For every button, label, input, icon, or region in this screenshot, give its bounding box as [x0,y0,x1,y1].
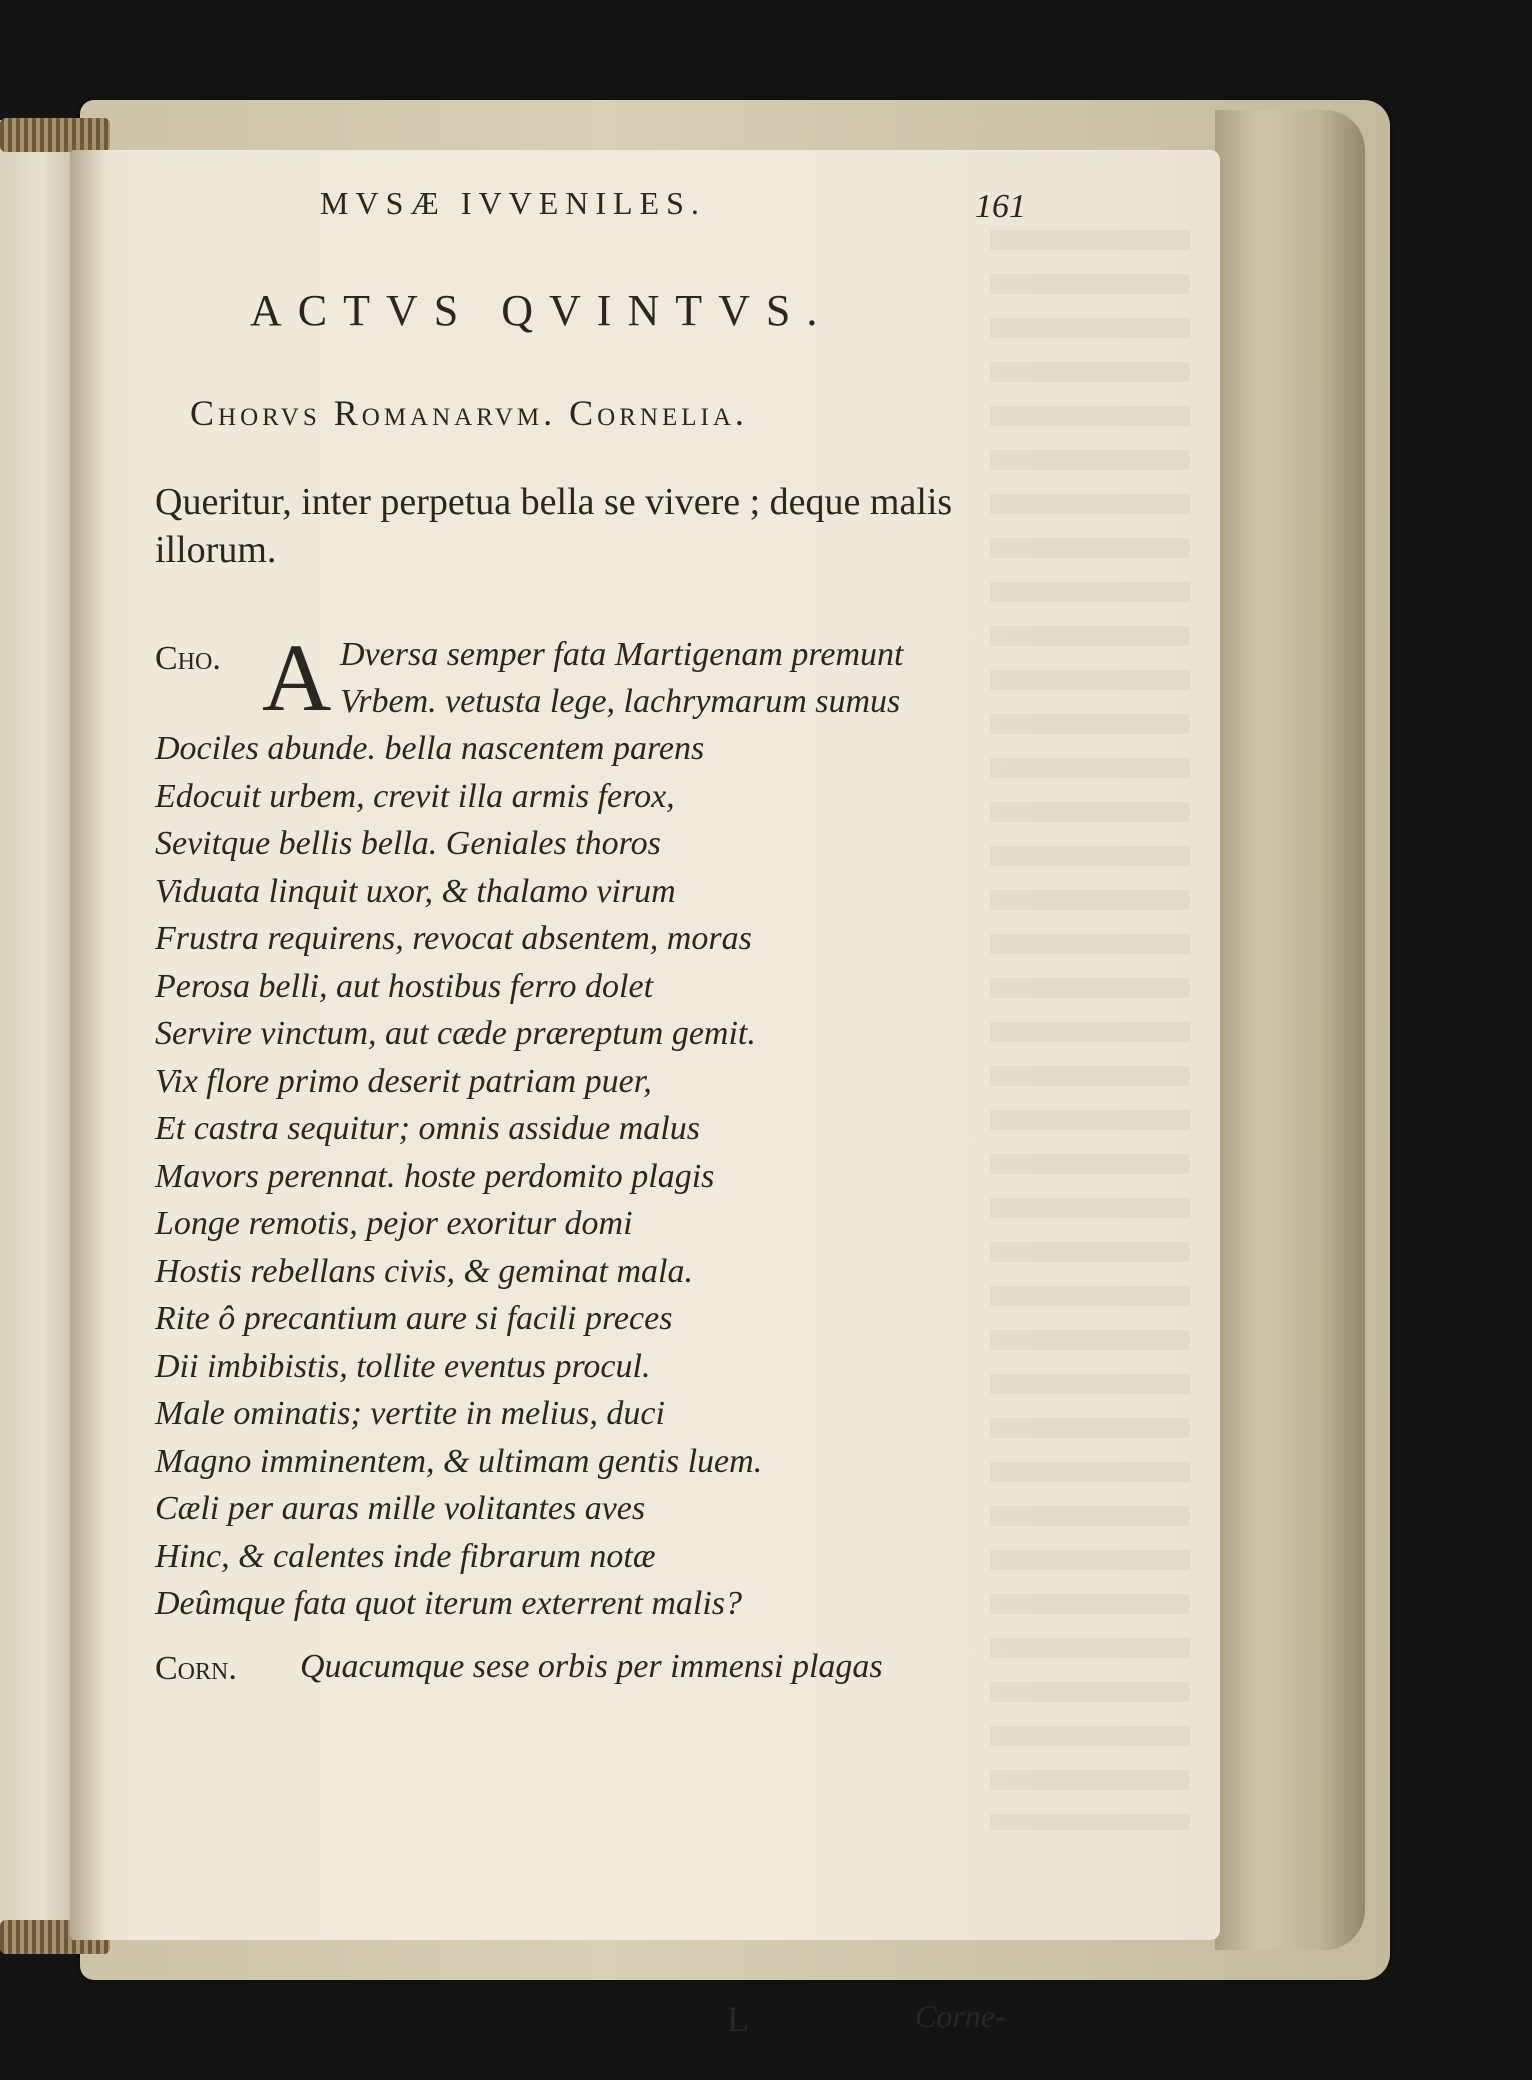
verse-line: Deûmque fata quot iterum exterrent malis? [155,1585,743,1622]
vellum-fore-edge [1215,110,1365,1950]
gutter-shadow [70,150,106,1940]
drop-capital: A [262,624,332,731]
verse-line: Viduata linquit uxor, & thalamo virum [155,872,676,910]
show-through-texture [990,230,1190,1830]
verse-line: Et castra sequitur; omnis assidue malus [155,1110,700,1147]
verse-line: Edocuit urbem, crevit illa armis ferox, [155,777,675,815]
left-page [0,150,72,1940]
running-head: MVSÆ IVVENILES. [320,185,706,221]
verse-line: Dii imbibistis, tollite eventus procul. [155,1347,651,1385]
verse-line: Sevitque bellis bella. Geniales thoros [155,825,661,862]
verse-line: Servire vinctum, aut cæde præreptum gemit. [155,1015,756,1052]
verse-line: Magno imminentem, & ultimam gentis luem. [155,1442,763,1480]
signature-mark: L [727,1999,749,2039]
speaker-cornelia: Corn. [155,1650,237,1687]
verse-line: Vix flore primo deserit patriam puer, [155,1062,652,1100]
act-title: ACTVS QVINTVS. [250,286,834,335]
speakers-line: Chorvs Romanarvm. Cornelia. [190,393,748,433]
verse-line: Longe remotis, pejor exoritur domi [155,1205,633,1242]
verse-line: Frustra requirens, revocat absentem, moras [155,920,752,957]
verse-line: Dociles abunde. bella nascentem parens [155,730,705,767]
headband-top [0,118,110,152]
verse-line: Dversa semper fata Martigenam premunt [340,636,904,673]
verse-line: Quacumque sese orbis per immensi plagas [300,1648,883,1685]
verse-line: Perosa belli, aut hostibus ferro dolet [155,967,654,1005]
verse-line: Hinc, & calentes inde fibrarum notæ [155,1537,656,1575]
verse-line: Rite ô precantium aure si facili preces [155,1300,673,1337]
verse-line: Hostis rebellans civis, & geminat mala. [155,1252,693,1290]
verse-line: Cæli per auras mille volitantes aves [155,1490,646,1527]
verse-line: Male ominatis; vertite in melius, duci [155,1395,665,1432]
page-number: 161 [975,188,1026,225]
verse-line: Vrbem. vetusta lege, lachrymarum sumus [340,683,901,720]
catchword: Corne- [915,1998,1006,2034]
speaker-chorus: Cho. [155,640,221,677]
argument: Queritur, inter perpetua bella se vivere ; deque malis illorum. [155,481,953,571]
verse-line: Mavors perennat. hoste perdomito plagis [155,1157,715,1195]
